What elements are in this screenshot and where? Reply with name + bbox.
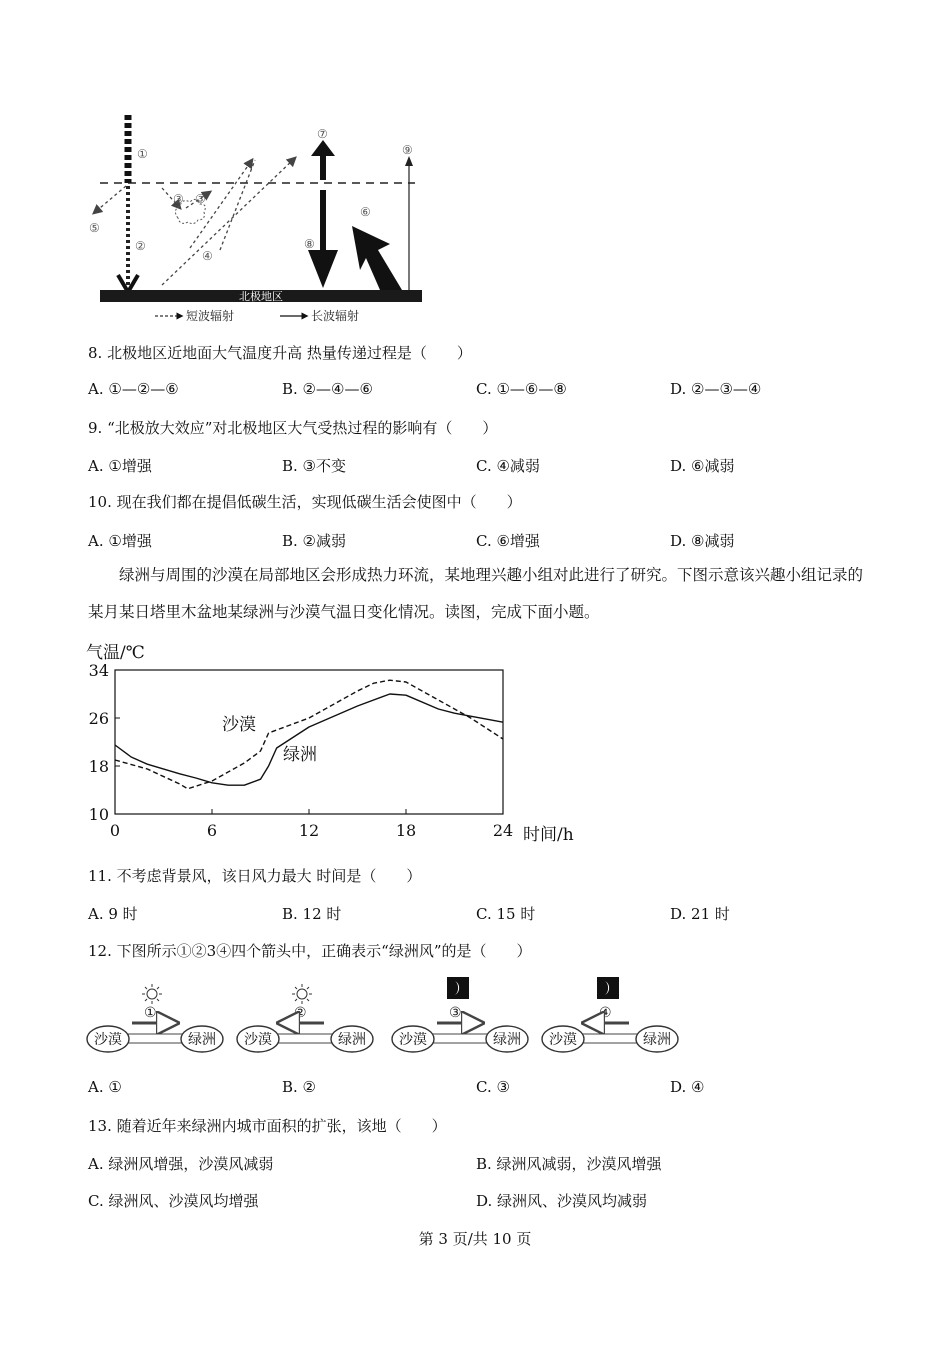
wind-panel-4 (542, 977, 678, 1052)
question-12-stem: 12. 下图所示①②3④四个箭头中，正确表示“绿洲风”的是（ ） (88, 942, 532, 960)
marker-3b: ③ (195, 192, 206, 206)
y-tick-label: 26 (88, 709, 109, 728)
x-tick-label: 18 (395, 821, 417, 840)
wind-panel-1 (87, 984, 223, 1052)
question-10-option-c[interactable]: C. ⑥增强 (476, 532, 540, 550)
question-10-option-b[interactable]: B. ②减弱 (282, 532, 347, 550)
wind-panel-4-oasis-label: 绿洲 (643, 1032, 671, 1048)
chart-xlabel: 时间/h (523, 825, 574, 845)
question-13-option-a[interactable]: A. 绿洲风增强，沙漠风减弱 (88, 1155, 274, 1173)
arrow-8-head (308, 250, 338, 288)
arctic-radiation-diagram (80, 110, 440, 335)
marker-5: ⑤ (89, 221, 100, 235)
wind-panel-2-desert-label: 沙漠 (244, 1032, 272, 1048)
page-footer: 第 3 页/共 10 页 (418, 1230, 532, 1248)
question-12-option-d[interactable]: D. ④ (670, 1078, 705, 1096)
wind-panel-3-oasis-label: 绿洲 (493, 1032, 521, 1048)
moon-icon (447, 977, 469, 999)
wind-panel-4-number: ④ (599, 1005, 612, 1021)
arrow-7-head (311, 140, 335, 156)
marker-1: ① (137, 147, 148, 161)
wind-panel-1-number: ① (144, 1005, 157, 1021)
series-label-oasis: 绿洲 (283, 745, 317, 765)
question-8-option-d[interactable]: D. ②—③—④ (670, 380, 762, 398)
wind-panel-3-link (431, 1034, 489, 1043)
radiation-arrow-4 (162, 158, 295, 285)
wind-arrow-panels (86, 972, 686, 1064)
wind-panel-3 (392, 977, 528, 1052)
y-tick-label: 18 (88, 757, 109, 776)
question-9-option-b[interactable]: B. ③不变 (282, 457, 347, 475)
wind-panel-1-link (126, 1034, 184, 1043)
series-line-oasis (115, 694, 503, 785)
arrow-9-head (405, 156, 413, 166)
question-13-stem: 13. 随着近年来绿洲内城市面积的扩张，该地（ ） (88, 1117, 447, 1135)
sun-icon (292, 984, 312, 1004)
question-11-stem: 11. 不考虑背景风，该日风力最大 时间是（ ） (88, 867, 422, 885)
question-11-option-c[interactable]: C. 15 时 (476, 905, 536, 923)
question-9-option-c[interactable]: C. ④减弱 (476, 457, 540, 475)
question-12-option-a[interactable]: A. ① (88, 1078, 122, 1096)
wind-panel-2-number: ② (294, 1005, 307, 1021)
x-tick-label: 12 (298, 821, 320, 840)
y-tick-label: 10 (88, 805, 109, 824)
wind-panel-1-desert-label: 沙漠 (94, 1032, 122, 1048)
question-10-option-d[interactable]: D. ⑧减弱 (670, 532, 735, 550)
legend-short-label: 短波辐射 (186, 309, 235, 323)
marker-9: ⑨ (402, 143, 413, 157)
marker-6: ⑥ (360, 205, 371, 219)
question-8-stem: 8. 北极地区近地面大气温度升高 热量传递过程是（ ） (88, 344, 472, 362)
wind-panel-2-link (276, 1034, 334, 1043)
radiation-arrow-6 (352, 226, 402, 290)
question-11-option-d[interactable]: D. 21 时 (670, 905, 730, 923)
question-12-option-b[interactable]: B. ② (282, 1078, 317, 1096)
radiation-arrow-5 (94, 186, 126, 213)
question-13-option-d[interactable]: D. 绿洲风、沙漠风均减弱 (476, 1192, 648, 1210)
marker-8: ⑧ (304, 237, 315, 251)
y-tick-label: 34 (88, 661, 109, 680)
question-9-option-a[interactable]: A. ①增强 (88, 457, 152, 475)
question-8-option-a[interactable]: A. ①—②—⑥ (88, 380, 179, 398)
moon-icon (597, 977, 619, 999)
wind-panel-3-desert-label: 沙漠 (399, 1032, 427, 1048)
wind-panel-2 (237, 984, 373, 1052)
intro-paragraph (88, 557, 868, 631)
intro-text: 绿洲与周围的沙漠在局部地区会形成热力环流，某地理兴趣小组对此进行了研究。下图示意该兴趣小组记录的某月某日塔里木盆地某绿洲与沙漠气温日变化情况。读图，完成下面小题。 (88, 566, 864, 621)
question-10-option-a[interactable]: A. ①增强 (88, 532, 152, 550)
chart-frame (115, 670, 503, 814)
question-8-option-c[interactable]: C. ①—⑥—⑧ (476, 380, 567, 398)
question-11-option-a[interactable]: A. 9 时 (88, 905, 138, 923)
chart-ylabel: 气温/℃ (86, 643, 145, 663)
question-13-option-c[interactable]: C. 绿洲风、沙漠风均增强 (88, 1192, 259, 1210)
question-11-option-b[interactable]: B. 12 时 (282, 905, 342, 923)
question-8-option-b[interactable]: B. ②—④—⑥ (282, 380, 373, 398)
question-9-stem: 9. “北极放大效应”对北极地区大气受热过程的影响有（ ） (88, 419, 498, 437)
wind-panel-1-oasis-label: 绿洲 (188, 1032, 216, 1048)
wind-panel-2-oasis-label: 绿洲 (338, 1032, 366, 1048)
radiation-arrow-diagonal-upper (220, 160, 255, 250)
x-tick-label: 0 (109, 821, 121, 840)
question-12-option-c[interactable]: C. ③ (476, 1078, 510, 1096)
sun-icon (142, 984, 162, 1004)
marker-3a: ③ (173, 192, 184, 206)
x-tick-label: 24 (492, 821, 514, 840)
x-tick-label: 6 (206, 821, 218, 840)
temperature-chart (80, 632, 590, 852)
surface-label: 北极地区 (239, 290, 283, 303)
wind-panel-4-link (581, 1034, 639, 1043)
marker-2: ② (135, 239, 146, 253)
wind-panel-3-number: ③ (449, 1005, 462, 1021)
question-9-option-d[interactable]: D. ⑥减弱 (670, 457, 735, 475)
series-label-desert: 沙漠 (222, 715, 256, 735)
question-10-stem: 10. 现在我们都在提倡低碳生活，实现低碳生活会使图中（ ） (88, 493, 522, 511)
marker-7: ⑦ (317, 127, 328, 141)
marker-4: ④ (202, 249, 213, 263)
wind-panel-4-desert-label: 沙漠 (549, 1032, 577, 1048)
question-13-option-b[interactable]: B. 绿洲风减弱，沙漠风增强 (476, 1155, 662, 1173)
legend-long-label: 长波辐射 (311, 309, 360, 323)
